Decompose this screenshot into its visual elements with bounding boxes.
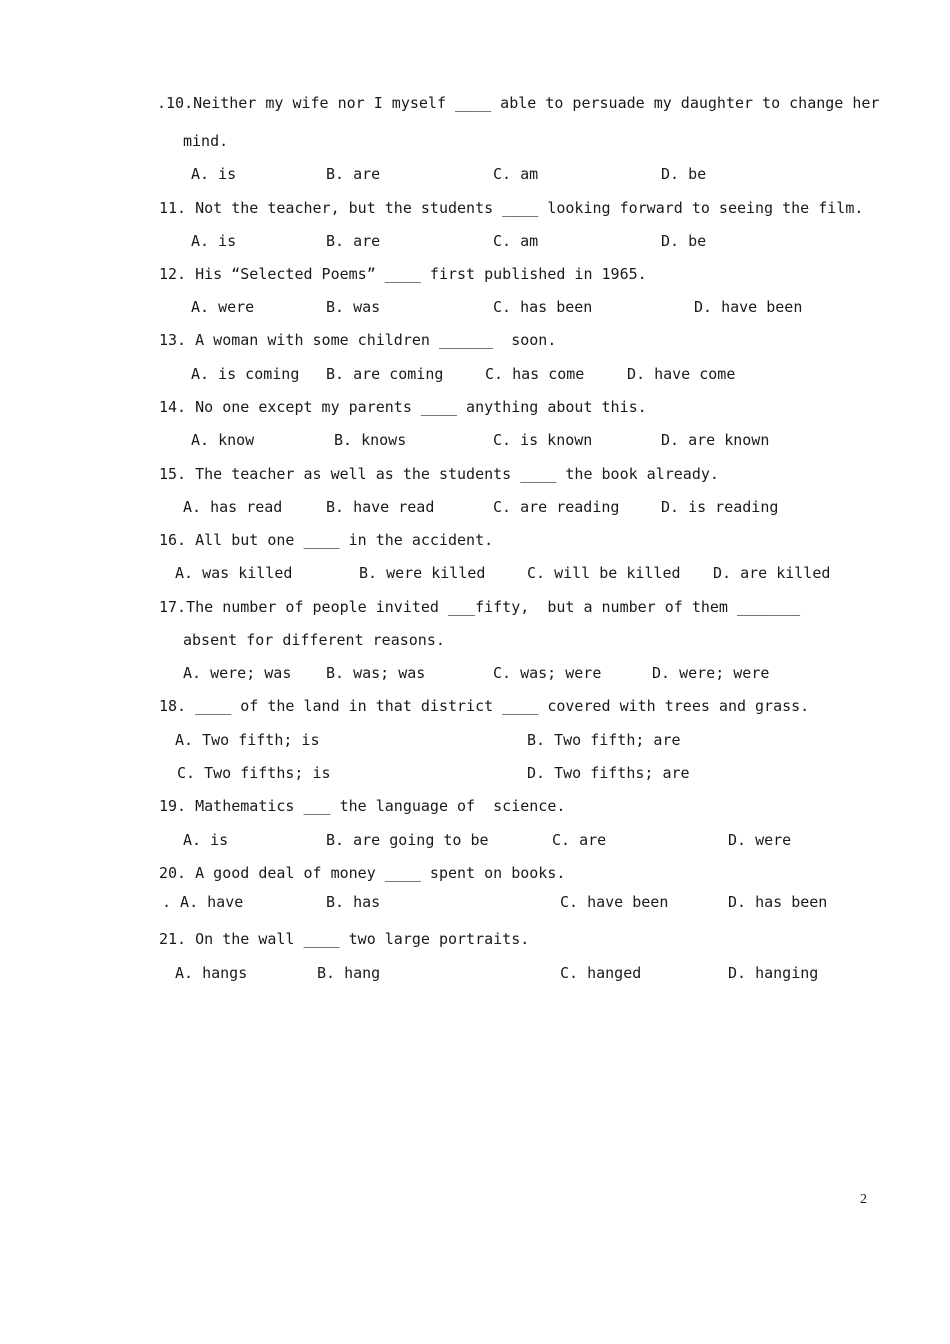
question-13-option-d: D. have come bbox=[627, 365, 736, 383]
question-17-option-c: C. was; were bbox=[493, 664, 602, 682]
question-17-stem-continued: absent for different reasons. bbox=[183, 631, 445, 649]
question-16-option-b: B. were killed bbox=[359, 564, 486, 582]
question-19-stem: 19. Mathematics ___ the language of science. bbox=[159, 797, 566, 815]
question-14-option-a: A. know bbox=[191, 431, 255, 449]
question-10-stem-continued: mind. bbox=[183, 132, 229, 150]
question-15-option-a: A. has read bbox=[183, 498, 283, 516]
question-20-option-c: C. have been bbox=[560, 893, 669, 911]
question-20-option-d: D. has been bbox=[728, 893, 828, 911]
question-15-option-c: C. are reading bbox=[493, 498, 620, 516]
question-15-option-b: B. have read bbox=[326, 498, 435, 516]
question-18-option-c: C. Two fifths; is bbox=[177, 764, 331, 782]
question-12-option-b: B. was bbox=[326, 298, 381, 316]
question-21-option-b: B. hang bbox=[317, 964, 381, 982]
question-16-stem: 16. All but one ____ in the accident. bbox=[159, 531, 494, 549]
question-10-option-c: C. am bbox=[493, 165, 539, 183]
question-12-option-d: D. have been bbox=[694, 298, 803, 316]
question-19-option-b: B. are going to be bbox=[326, 831, 489, 849]
question-13-stem: 13. A woman with some children ______ soon. bbox=[159, 331, 557, 349]
question-10-stem: .10.Neither my wife nor I myself ____ able to persuade my daughter to change her bbox=[157, 94, 880, 112]
question-11-option-a: A. is bbox=[191, 232, 237, 250]
question-18-stem: 18. ____ of the land in that district ____ covered with trees and grass. bbox=[159, 697, 810, 715]
question-16-option-a: A. was killed bbox=[175, 564, 293, 582]
question-16-option-c: C. will be killed bbox=[527, 564, 681, 582]
question-20-option-a: . A. have bbox=[162, 893, 244, 911]
question-14-stem: 14. No one except my parents ____ anything about this. bbox=[159, 398, 647, 416]
question-17-option-b: B. was; was bbox=[326, 664, 426, 682]
question-21-stem: 21. On the wall ____ two large portraits. bbox=[159, 930, 530, 948]
question-18-option-b: B. Two fifth; are bbox=[527, 731, 681, 749]
question-16-option-d: D. are killed bbox=[713, 564, 831, 582]
question-14-option-c: C. is known bbox=[493, 431, 593, 449]
question-21-option-d: D. hanging bbox=[728, 964, 819, 982]
question-21-option-c: C. hanged bbox=[560, 964, 642, 982]
question-15-option-d: D. is reading bbox=[661, 498, 779, 516]
question-13-option-b: B. are coming bbox=[326, 365, 444, 383]
question-20-option-b: B. has bbox=[326, 893, 381, 911]
question-19-option-c: C. are bbox=[552, 831, 607, 849]
question-11-option-b: B. are bbox=[326, 232, 381, 250]
question-10-option-d: D. be bbox=[661, 165, 707, 183]
question-15-stem: 15. The teacher as well as the students ____ the book already. bbox=[159, 465, 719, 483]
question-17-stem: 17.The number of people invited ___fifty, but a number of them _______ bbox=[159, 598, 801, 616]
question-10-option-a: A. is bbox=[191, 165, 237, 183]
question-19-option-d: D. were bbox=[728, 831, 792, 849]
question-12-option-c: C. has been bbox=[493, 298, 593, 316]
question-10-option-b: B. are bbox=[326, 165, 381, 183]
question-11-option-c: C. am bbox=[493, 232, 539, 250]
question-18-option-d: D. Two fifths; are bbox=[527, 764, 690, 782]
question-19-option-a: A. is bbox=[183, 831, 229, 849]
question-17-option-a: A. were; was bbox=[183, 664, 292, 682]
question-17-option-d: D. were; were bbox=[652, 664, 770, 682]
question-13-option-a: A. is coming bbox=[191, 365, 300, 383]
question-11-option-d: D. be bbox=[661, 232, 707, 250]
question-12-stem: 12. His “Selected Poems” ____ first published in 1965. bbox=[159, 265, 647, 283]
question-18-option-a: A. Two fifth; is bbox=[175, 731, 320, 749]
question-13-option-c: C. has come bbox=[485, 365, 585, 383]
question-20-stem: 20. A good deal of money ____ spent on books. bbox=[159, 864, 566, 882]
question-21-option-a: A. hangs bbox=[175, 964, 248, 982]
page-number: 2 bbox=[860, 1192, 867, 1207]
question-14-option-d: D. are known bbox=[661, 431, 770, 449]
question-14-option-b: B. knows bbox=[334, 431, 407, 449]
question-12-option-a: A. were bbox=[191, 298, 255, 316]
question-11-stem: 11. Not the teacher, but the students ____ looking forward to seeing the film. bbox=[159, 199, 864, 217]
